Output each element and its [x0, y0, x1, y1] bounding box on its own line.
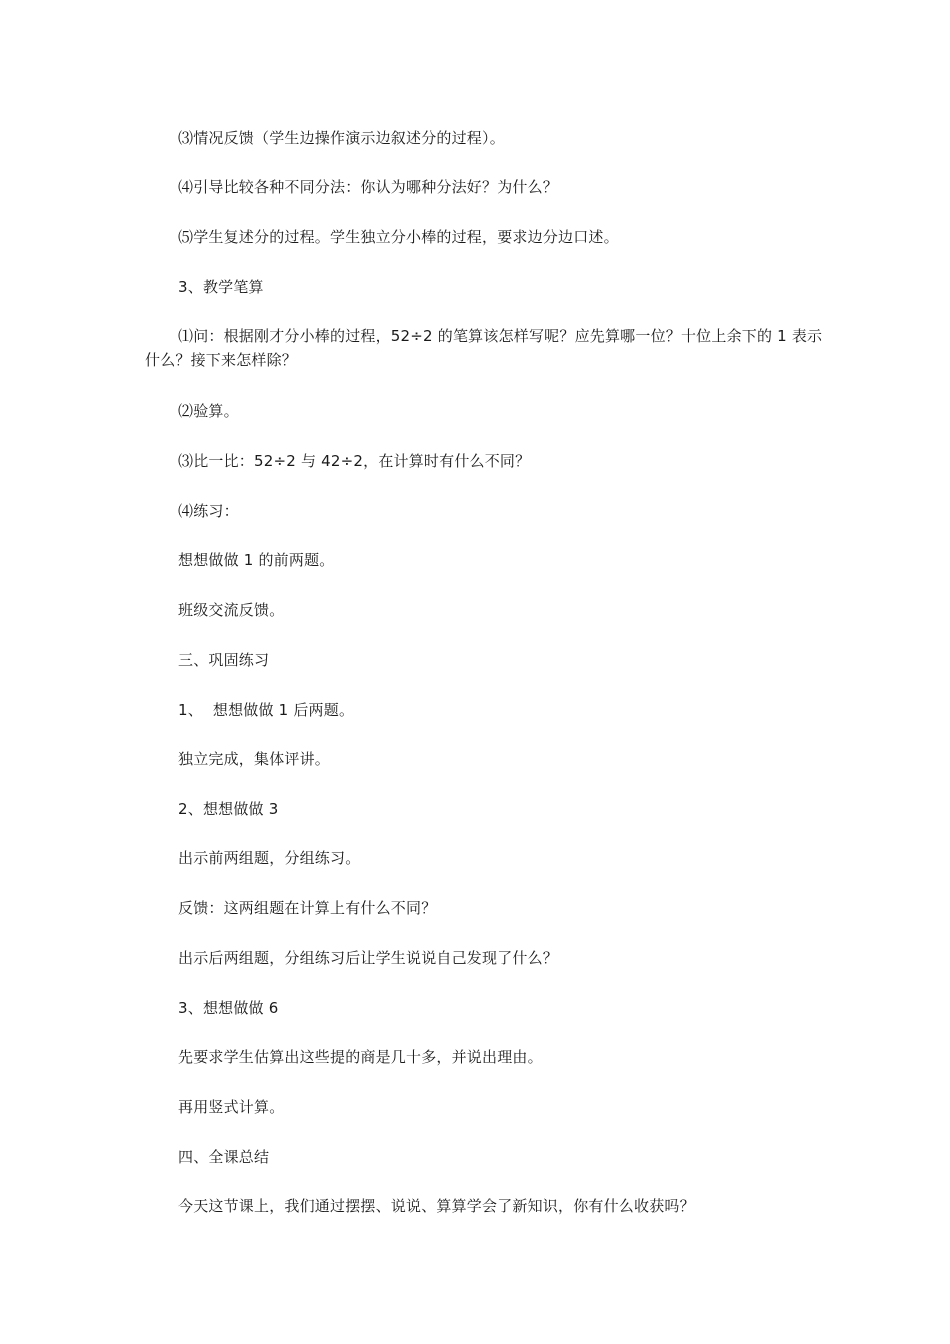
paragraph-verify: ⑵验算。 [178, 402, 239, 420]
paragraph-exercise-1-last: 1、 想想做做 1 后两题。 [178, 701, 355, 719]
paragraph-situation-feedback: ⑶情况反馈（学生边操作演示边叙述分的过程）。 [178, 129, 505, 147]
paragraph-compare-methods: ⑷引导比较各种不同分法：你认为哪种分法好？为什么？ [178, 178, 559, 196]
paragraph-exercise-3: 2、想想做做 3 [178, 800, 279, 818]
paragraph-feedback-difference: 反馈：这两组题在计算上有什么不同？ [178, 899, 437, 917]
paragraph-question-written-method: ⑴问：根据刚才分小棒的过程，52÷2 的笔算该怎样写呢？应先算哪一位？十位上余下的 1 表示什么？接下来怎样除？ [145, 327, 823, 369]
paragraph-class-feedback: 班级交流反馈。 [178, 601, 285, 619]
paragraph-retell-process: ⑸学生复述分的过程。学生独立分小棒的过程，要求边分边口述。 [178, 228, 619, 246]
paragraph-lesson-summary: 今天这节课上，我们通过摆摆、说说、算算学会了新知识，你有什么收获吗？ [178, 1197, 695, 1215]
section-heading-written-calculation: 3、教学笔算 [178, 278, 264, 296]
paragraph-independent-complete: 独立完成，集体评讲。 [178, 750, 331, 768]
paragraph-compare-division: ⑶比一比：52÷2 与 42÷2，在计算时有什么不同？ [178, 452, 531, 470]
section-heading-consolidation: 三、巩固练习 [178, 651, 270, 669]
paragraph-exercise-6: 3、想想做做 6 [178, 999, 279, 1017]
paragraph-vertical-calculation: 再用竖式计算。 [178, 1098, 285, 1116]
section-heading-summary: 四、全课总结 [178, 1148, 270, 1166]
paragraph-last-two-groups: 出示后两组题，分组练习后让学生说说自己发现了什么？ [178, 949, 559, 967]
paragraph-estimate: 先要求学生估算出这些提的商是几十多，并说出理由。 [178, 1048, 543, 1066]
paragraph-exercise-1-first: 想想做做 1 的前两题。 [178, 551, 335, 569]
paragraph-first-two-groups: 出示前两组题，分组练习。 [178, 849, 361, 867]
paragraph-practice: ⑷练习： [178, 502, 239, 520]
